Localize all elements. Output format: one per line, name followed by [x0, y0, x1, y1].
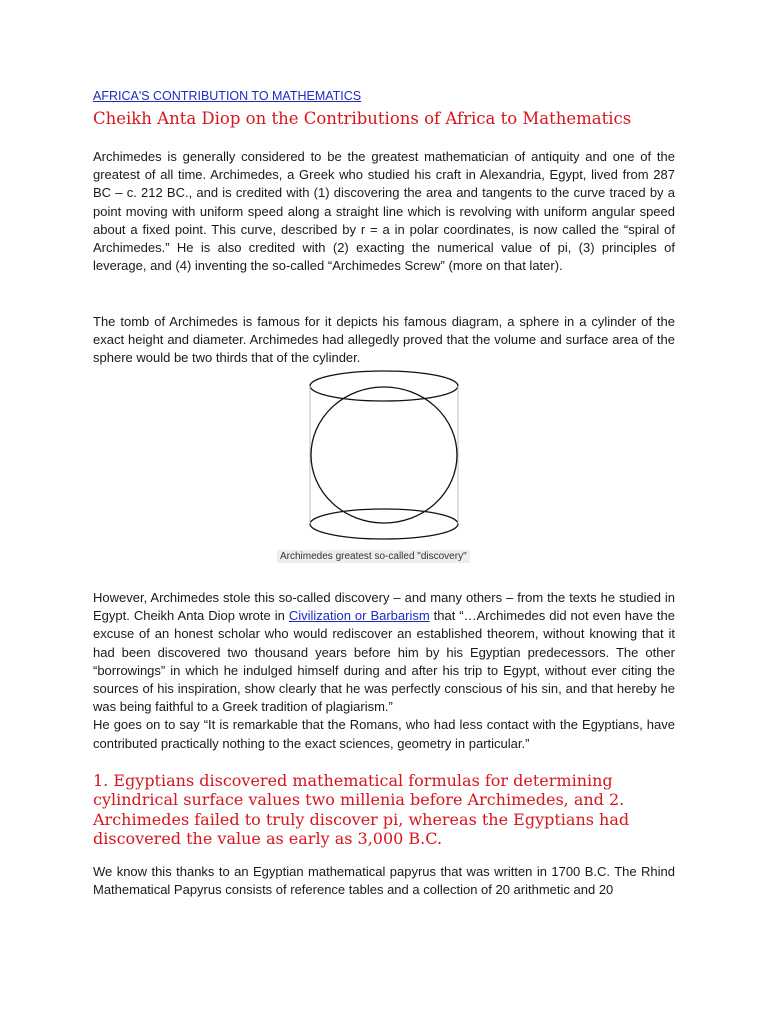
paragraph-diop-quote-start: However, Archimedes stole this so-called discovery – and many others – from the texts he studied in Egypt. Cheikh Anta Diop wrote in	[93, 590, 675, 624]
civilization-or-barbarism-link[interactable]: Civilization or Barbarism	[288, 608, 430, 624]
paragraph-diop-quote-end: that “…Archimedes did not even have the excuse of an honest scholar who would rediscover an established theorem, without knowing that it had been discovered two thousand years before him by his Egyptian predecessors. The other “borrowings” in which he indulged himself during and after his trip to Egypt, without ever citing the sources of his inspiration, show clearly that he was perfectly conscious of his sin, and that hereby he was being faithful to a Greek tradition of plagiarism.”	[93, 608, 675, 715]
sphere-in-cylinder-figure	[304, 366, 464, 546]
paragraph-rhind-papyrus: We know this thanks to an Egyptian mathematical papyrus that was written in 1700 B.C. The Rhind Mathematical Papyrus consists of reference tables and a collection of 20 arithmetic and 20	[93, 864, 675, 898]
figure-caption: Archimedes greatest so-called "discovery"	[277, 550, 470, 563]
section-heading: 1. Egyptians discovered mathematical formulas for determining cylindrical surface values two millenia before Archimedes, and 2. Archimedes failed to truly discover pi, whereas the Egyptians had discovered the value as early as 3,000 B.C.	[93, 771, 630, 849]
cylinder-top-ellipse	[310, 371, 458, 401]
page-title: Cheikh Anta Diop on the Contributions of Africa to Mathematics	[93, 109, 632, 128]
category-link[interactable]: AFRICA'S CONTRIBUTION TO MATHEMATICS	[93, 89, 362, 103]
paragraph-tomb: The tomb of Archimedes is famous for it depicts his famous diagram, a sphere in a cylinder of the exact height and diameter. Archimedes had allegedly proved that the volume and surface area of the sphere would be two thirds that of the cylinder.	[93, 314, 675, 366]
paragraph-archimedes-intro: Archimedes is generally considered to be the greatest mathematician of antiquity and one of the greatest of all time. Archimedes, a Greek who studied his craft in Alexandria, Egypt, lived from 287 BC – c. 212 BC., and is credited with (1) discovering the area and tangents to the curve traced by a point moving with uniform speed along a straight line which is revolving with uniform angular speed about a fixed point. This curve, described by r = a in polar coordinates, is now called the “spiral of Archimedes.” He is also credited with (2) exacting the numerical value of pi, (3) principles of leverage, and (4) inventing the so-called “Archimedes Screw” (more on that later).	[93, 149, 675, 274]
sphere-outline	[311, 387, 457, 523]
cylinder-bottom-ellipse	[310, 509, 458, 539]
paragraph-romans-quote: He goes on to say “It is remarkable that the Romans, who had less contact with the Egyptians, have contributed practically nothing to the exact sciences, geometry in particular.”	[93, 717, 675, 751]
paragraph-diop-quote	[93, 589, 675, 753]
sphere-in-cylinder-diagram	[304, 366, 464, 546]
